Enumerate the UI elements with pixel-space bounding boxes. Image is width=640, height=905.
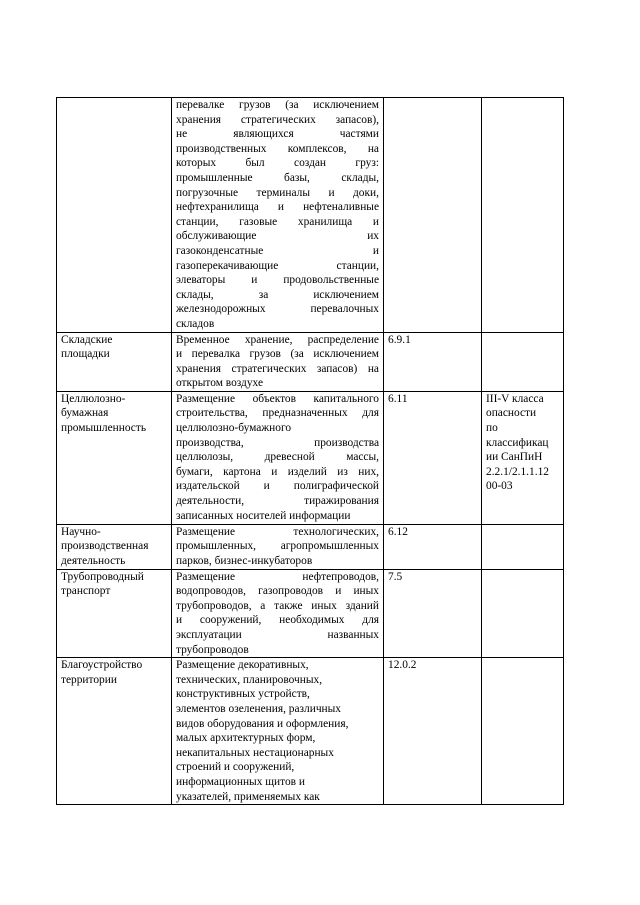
use-type-description-line: складов: [176, 317, 215, 330]
classifier-code-text: 6.12: [388, 525, 408, 538]
use-type-description-line: производства, производства: [176, 436, 379, 449]
table-row: [57, 569, 564, 658]
hazard-class-note-line: 2.2.1/2.1.1.12: [486, 465, 549, 478]
use-type-name-line: территории: [61, 673, 117, 686]
use-type-description-line: железнодорожных перевалочных: [176, 303, 379, 316]
use-type-description: [172, 524, 384, 569]
table-row: [57, 524, 564, 569]
use-type-description-line: издательской и полиграфической: [176, 480, 379, 493]
use-type-description-line: элементов озеленения, различных: [176, 703, 342, 715]
use-type-description-line: видов оборудования и оформления,: [176, 717, 349, 730]
use-type-description-line: парков, бизнес-инкубаторов: [176, 555, 313, 568]
use-type-description-line: газоперекачивающие станции,: [176, 259, 379, 272]
use-type-description-line: которых был создан груз:: [176, 157, 379, 170]
classifier-code-text: 7.5: [388, 570, 403, 583]
classifier-code: [384, 98, 482, 333]
use-type-description-line: указателей, применяемых как: [176, 790, 320, 803]
use-type-description-line: конструктивных устройств,: [176, 688, 310, 701]
table-row: [57, 332, 564, 391]
use-type-description: [172, 658, 384, 805]
use-type-description-line: производственных комплексов, на: [176, 142, 379, 155]
use-type-description-line: Размещение технологических,: [176, 525, 379, 538]
classifier-code: [384, 391, 482, 524]
use-type-description-line: элеваторы и продовольственные: [176, 274, 379, 287]
use-type-description-line: трубопроводов: [176, 643, 249, 656]
use-type-description-line: Размещение нефтепроводов,: [176, 570, 379, 583]
use-type-description-line: строений и сооружений,: [176, 761, 295, 774]
use-type-description-line: эксплуатации названных: [176, 629, 379, 642]
use-type-name-line: площадки: [61, 348, 110, 361]
use-type-description: [172, 332, 384, 391]
use-type-name-line: Благоустройство: [61, 659, 143, 672]
use-type-description-line: трубопроводов, а также иных зданий: [176, 599, 379, 612]
classifier-code: [384, 658, 482, 805]
use-type-description-line: перевалке грузов (за исключением: [176, 99, 379, 111]
hazard-class-note: [482, 658, 564, 805]
use-type-description-line: водопроводов, газопроводов и иных: [176, 585, 379, 598]
use-type-description-line: открытом воздухе: [176, 377, 264, 390]
use-type-description-line: деятельности, тиражирования: [176, 495, 379, 508]
use-type-description: [172, 391, 384, 524]
use-type-name-line: промышленность: [61, 422, 147, 435]
hazard-class-note: [482, 332, 564, 391]
table-row: [57, 391, 564, 524]
hazard-class-note-line: классификац: [486, 436, 549, 449]
hazard-class-note: [482, 98, 564, 333]
classifier-code: [384, 332, 482, 391]
use-type-description-line: целлюлозы, древесной массы,: [176, 451, 379, 464]
use-type-name-line: бумажная: [61, 407, 109, 420]
use-type-description-line: хранения стратегических запасов) на: [176, 362, 379, 375]
use-type-description-line: информационных щитов и: [176, 775, 305, 788]
use-type-name-line: Складские: [61, 333, 113, 346]
use-type-description-line: станции, газовые хранилища и: [176, 215, 379, 228]
use-type-name-line: транспорт: [61, 585, 111, 598]
classifier-code-text: 12.0.2: [388, 659, 417, 672]
use-type-description-line: хранения стратегических запасов),: [176, 113, 379, 126]
hazard-class-note: [482, 391, 564, 524]
use-type-name: [57, 98, 172, 333]
use-type-description: [172, 569, 384, 658]
use-type-name-line: производственная: [61, 540, 149, 553]
use-type-name-line: Трубопроводный: [61, 570, 144, 583]
use-type-description-line: промышленные базы, склады,: [176, 171, 379, 184]
use-type-description-line: строительства, предназначенных для: [176, 407, 379, 420]
land-use-table: [56, 97, 564, 805]
table-row: [57, 98, 564, 333]
use-type-description-line: газоконденсатные и: [176, 244, 379, 257]
hazard-class-note-line: опасности: [486, 407, 537, 420]
use-type-description-line: погрузочные терминалы и доки,: [176, 186, 379, 199]
use-type-name: [57, 569, 172, 658]
hazard-class-note-line: по: [486, 422, 498, 435]
use-type-description: [172, 98, 384, 333]
use-type-description-line: некапитальных нестационарных: [176, 746, 334, 759]
hazard-class-note: [482, 524, 564, 569]
classifier-code: [384, 524, 482, 569]
hazard-class-note-line: 00-03: [486, 480, 513, 493]
use-type-description-line: промышленных, агропромышленных: [176, 540, 379, 553]
table-row: [57, 658, 564, 805]
use-type-description-line: склады, за исключением: [176, 288, 379, 301]
hazard-class-note-line: ии СанПиН: [486, 451, 543, 464]
use-type-name: [57, 391, 172, 524]
hazard-class-note: [482, 569, 564, 658]
use-type-name: [57, 332, 172, 391]
hazard-class-note-line: III-V класса: [486, 392, 544, 405]
classifier-code-text: 6.11: [388, 392, 408, 405]
use-type-name-line: Научно-: [61, 525, 101, 538]
use-type-description-line: записанных носителей информации: [176, 509, 351, 522]
use-type-description-line: бумаги, картона и изделий из них,: [176, 465, 379, 478]
use-type-description-line: Размещение объектов капитального: [176, 392, 379, 405]
use-type-description-line: Временное хранение, распределение: [176, 333, 379, 346]
use-type-description-line: Размещение декоративных,: [176, 659, 309, 672]
use-type-name: [57, 524, 172, 569]
use-type-description-line: технических, планировочных,: [176, 673, 323, 686]
use-type-description-line: и перевалка грузов (за исключением: [176, 348, 379, 361]
use-type-description-line: нефтехранилища и нефтеналивные: [176, 201, 379, 214]
use-type-description-line: обслуживающие их: [176, 230, 379, 243]
use-type-name-line: деятельность: [61, 555, 126, 568]
table-body: [57, 98, 564, 805]
use-type-description-line: и сооружений, необходимых для: [176, 614, 379, 627]
use-type-name-line: Целлюлозно-: [61, 392, 126, 405]
use-type-description-line: целлюлозно-бумажного: [176, 422, 292, 435]
classifier-code: [384, 569, 482, 658]
use-type-description-line: не являющихся частями: [176, 128, 379, 141]
use-type-name: [57, 658, 172, 805]
classifier-code-text: 6.9.1: [388, 333, 411, 346]
use-type-description-line: малых архитектурных форм,: [176, 732, 316, 745]
